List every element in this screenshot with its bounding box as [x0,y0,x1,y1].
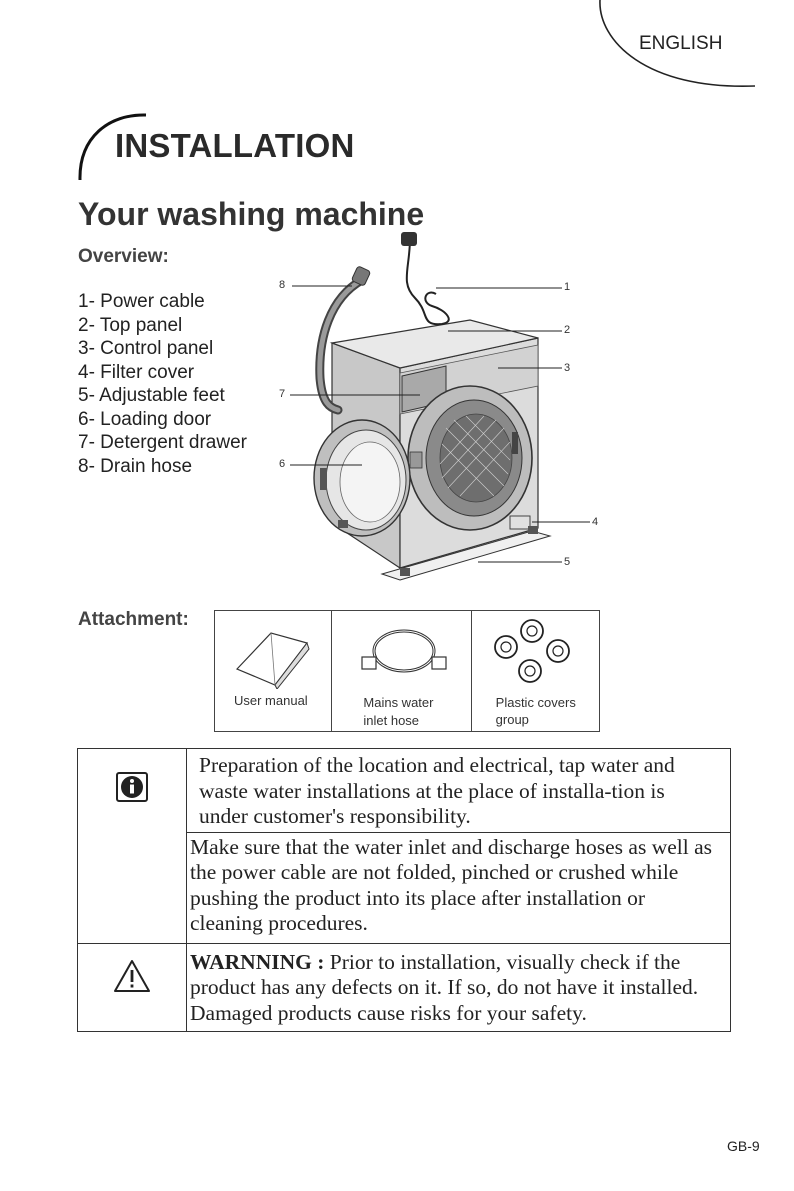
inlet-hose-icon [358,625,450,679]
info-note: Preparation of the location and electrical, tap water and waste water installations at the place of installa-tion is under customer's responsibility. [187,749,731,833]
washing-machine-illustration [270,228,610,588]
callout-number: 3 [564,362,571,374]
legend-item: 5- Adjustable feet [78,385,225,406]
callout-number: 1 [564,281,571,293]
user-manual-icon [233,629,313,689]
callout-number: 8 [279,279,286,291]
legend-item: 2- Top panel [78,314,183,336]
legend-item: 8- Drain hose [78,455,193,477]
hose-note: Make sure that the water inlet and discharge hoses as well as the power cable are not folded, pinched or crushed while pushing the product into its place after installation or cleaning procedures. [187,832,731,943]
legend-item: 1- Power cable [78,291,205,312]
overview-label: Overview: [78,246,169,267]
section-title: INSTALLATION [115,127,355,164]
warning-text: Prior to installation, visually check if the product has any defects on it. If so, do not have it installed. [190,949,699,999]
overview-legend [78,290,247,478]
attachment-caption: group [495,712,529,727]
notes-table [77,748,731,1032]
legend-item: 3- Control panel [78,338,214,359]
attachment-cell-covers [471,611,599,732]
attachment-caption: Plastic covers [495,695,576,710]
callout-number: 2 [564,324,571,336]
plastic-covers-icon [490,617,580,687]
warning-paragraph: Damaged products cause risks for your safety. [190,1000,587,1025]
page-heading: Your washing machine [78,196,425,232]
warning-icon [113,959,151,993]
attachment-caption: User manual [234,693,308,708]
info-icon [116,772,148,802]
legend-item: 6- Loading door [78,408,212,430]
warning-label: WARNNING : [190,949,325,974]
callout-number: 7 [279,388,286,400]
warning-note [187,943,731,1032]
info-icon-cell [78,749,187,944]
warning-icon-cell [78,943,187,1032]
attachment-cell-manual [215,611,332,732]
legend-item: 4- Filter cover [78,361,195,383]
attachment-table [214,610,600,732]
attachment-label: Attachment: [78,609,189,630]
language-label: ENGLISH [639,33,723,54]
page-number: GB-9 [727,1138,760,1154]
callout-number: 5 [564,556,571,568]
callout-number: 6 [279,458,286,470]
warning-paragraph [190,950,712,1001]
legend-item: 7- Detergent drawer [78,432,247,453]
attachment-cell-hose [332,611,471,732]
callout-number: 4 [592,516,599,528]
attachment-caption: Mains water [363,695,434,710]
attachment-caption: inlet hose [363,713,420,728]
